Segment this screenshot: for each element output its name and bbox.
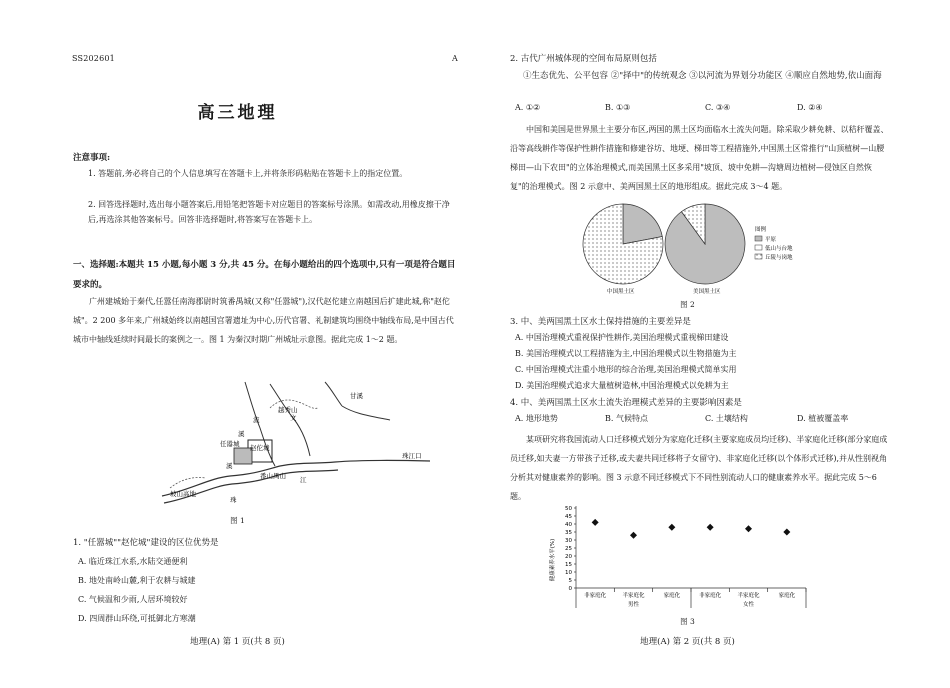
option: D. 植被覆盖率 (797, 414, 849, 423)
y-tick-label: 40 (565, 522, 572, 528)
exam-code: SS202601 (72, 54, 115, 63)
map-label: 流 (253, 416, 260, 424)
option: A. ①② (515, 103, 541, 112)
option: A. 地形地势 (515, 414, 558, 423)
figure-2-caption: 图 2 (680, 300, 695, 309)
map-label: 赵佗城 (250, 444, 270, 452)
y-tick-label: 5 (568, 578, 572, 584)
question-4-stem: 4. 中、美两国黑土区水土流失治理模式差异的主要影响因素是 (510, 398, 742, 408)
map-label: 越秀山 (278, 406, 298, 414)
page-title: 高三地理 (197, 103, 278, 123)
group-label: 女性 (742, 602, 755, 608)
option: C. 中国治理模式注重小地形的综合治理,美国治理模式简单实用 (515, 365, 737, 374)
notice-item: 1. 答题前,务必将自己的个人信息填写在答题卡上,并将条形码粘贴在答题卡上的指定位置。 (88, 169, 408, 178)
option: D. 美国治理模式追求大量植树造林,中国治理模式以免耕为主 (515, 381, 729, 390)
map-label: 珠 (230, 496, 237, 504)
y-axis-label: 健康素养水平(%) (550, 538, 556, 582)
figure-3-caption: 图 3 (680, 617, 695, 626)
legend-swatch-plain (755, 236, 762, 241)
option: B. 美国治理模式以工程措施为主,中国治理模式以生物措施为主 (515, 349, 737, 358)
map-label: 珠江口 (402, 452, 422, 460)
y-tick-label: 35 (565, 530, 572, 536)
x-tick-label: 家庭化 (663, 593, 681, 599)
group-label: 男性 (627, 602, 640, 608)
data-point (745, 525, 752, 532)
x-tick-label: 家庭化 (778, 593, 796, 599)
legend-swatch-hill (755, 245, 762, 250)
map-label: 文 (290, 414, 297, 422)
option: B. 气候特点 (605, 414, 648, 423)
pie-label: 中国黑土区 (607, 289, 635, 295)
y-tick-label: 0 (568, 586, 572, 592)
data-point (707, 524, 714, 531)
passage-2: 中国和美国是世界黑土主要分布区,两国的黑土区均面临水土流失问题。除采取少耕免耕、以秸秆覆盖、沿等高线耕作等保护性耕作措施和修建谷坊、地埂、梯田等工程措施外,中国黑土区常推行"山顶植树—山腰梯田—山下农田"的立体治理模式,而美国黑土区多采用"坡顶、坡中免耕—沟塘周边植树—侵蚀区自然恢复"的治理模式。图 2 示意中、美两国黑土区的地形组成。据此完成 3～4 题。 (510, 125, 889, 191)
question-2-stem: 2. 古代广州城体现的空间布局原则包括 (510, 54, 657, 64)
passage-3: 某项研究将我国流动人口迁移模式划分为家庭化迁移(主要家庭成员均迁移)、半家庭化迁移(部分家庭成员迁移,如夫妻一方带孩子迁移,或夫妻共同迁移将子女留守)、非家庭化迁移(以个体形式迁移),并从性别视角分析其对健康素养的影响。图 3 示意不同迁移模式下不同性别流动人口的健康素养水平。据此完成 5～6 题。 (510, 435, 888, 501)
y-tick-label: 10 (565, 570, 572, 576)
map-label: 江 (300, 476, 307, 484)
figure-1-caption: 图 1 (230, 516, 245, 525)
map-label: 坡山高地 (170, 490, 196, 498)
option: D. ②④ (797, 103, 823, 112)
legend-title: 图例 (755, 227, 767, 233)
option: A. 中国治理模式重视保护性耕作,美国治理模式重视梯田建设 (515, 333, 729, 342)
option: D. 四周群山环绕,可抵御北方寒潮 (78, 614, 196, 623)
data-point (592, 519, 599, 526)
option: C. ③④ (705, 103, 731, 112)
x-tick-label: 半家庭化 (622, 593, 645, 599)
x-tick-label: 非家庭化 (584, 593, 607, 599)
section-heading: 一、选择题:本题共 15 小题,每小题 3 分,共 45 分。在每小题给出的四个选项中,只有一项是符合题目要求的。 (73, 260, 456, 290)
passage-1: 广州建城始于秦代,任嚣任南海郡尉时筑番禺城(又称"任嚣城"),汉代赵佗建立南越国后扩建此城,称"赵佗城"。2 200 多年来,广州城始终以南越国宫署遗址为中心,历代官署、礼制建筑均围绕中轴线布局,是中国古代城市中轴线延续时间最长的案例之一。图 1 为秦汉时期广州城址示意图。据此完成 1～2 题。 (73, 297, 454, 344)
map-label: 番山禺山 (260, 472, 286, 480)
option: C. 土壤结构 (705, 414, 748, 423)
question-3-stem: 3. 中、美两国黑土区水土保持措施的主要差异是 (510, 317, 691, 327)
page-footer: 地理(A) 第 1 页(共 8 页) (190, 637, 285, 647)
y-tick-label: 20 (565, 554, 572, 560)
legend-label: 低山与台地 (765, 246, 793, 252)
x-tick-label: 非家庭化 (699, 593, 722, 599)
legend-label: 平原 (765, 237, 777, 243)
pie-china (583, 204, 663, 284)
y-tick-label: 25 (565, 546, 572, 552)
option: B. 地处南岭山麓,利于农耕与城建 (78, 576, 196, 585)
notice-heading: 注意事项: (73, 153, 111, 163)
question-2-items: ①生态优先、公平包容 ②"择中"的传统观念 ③以河流为界划分功能区 ④顺应自然地势,依山面海 (523, 71, 882, 81)
figure-3-chart (548, 500, 813, 618)
y-tick-label: 50 (565, 506, 572, 512)
data-point (630, 532, 637, 539)
map-label: 甘溪 (350, 392, 363, 400)
data-point (668, 524, 675, 531)
legend-swatch-mound (755, 254, 762, 259)
map-label: 溪 (226, 462, 233, 470)
page-footer: 地理(A) 第 2 页(共 8 页) (640, 637, 735, 647)
y-tick-label: 45 (565, 514, 572, 520)
y-tick-label: 15 (565, 562, 572, 568)
legend-label: 丘陵与岗地 (765, 255, 793, 261)
question-1-stem: 1. "任嚣城""赵佗城"建设的区位优势是 (73, 538, 219, 548)
figure-1-map (150, 378, 450, 508)
data-point (783, 529, 790, 536)
version-label: A (452, 54, 458, 63)
figure-2-pies (575, 201, 845, 311)
pie-label: 美国黑土区 (693, 289, 721, 295)
option: C. 气候温和少雨,人居环境较好 (78, 595, 188, 604)
y-tick-label: 30 (565, 538, 572, 544)
map-label: 任嚣城 (220, 440, 240, 448)
x-tick-label: 半家庭化 (737, 593, 760, 599)
notice-item: 2. 回答选择题时,选出每小题答案后,用铅笔把答题卡对应题目的答案标号涂黑。如需改动,用橡皮擦干净后,再选涂其他答案标号。回答非选择题时,将答案写在答题卡上。 (88, 200, 450, 224)
map-label: 溪 (238, 430, 245, 438)
option: B. ①③ (605, 103, 631, 112)
pie-usa (665, 204, 745, 284)
option: A. 临近珠江水系,水陆交通便利 (78, 557, 188, 566)
